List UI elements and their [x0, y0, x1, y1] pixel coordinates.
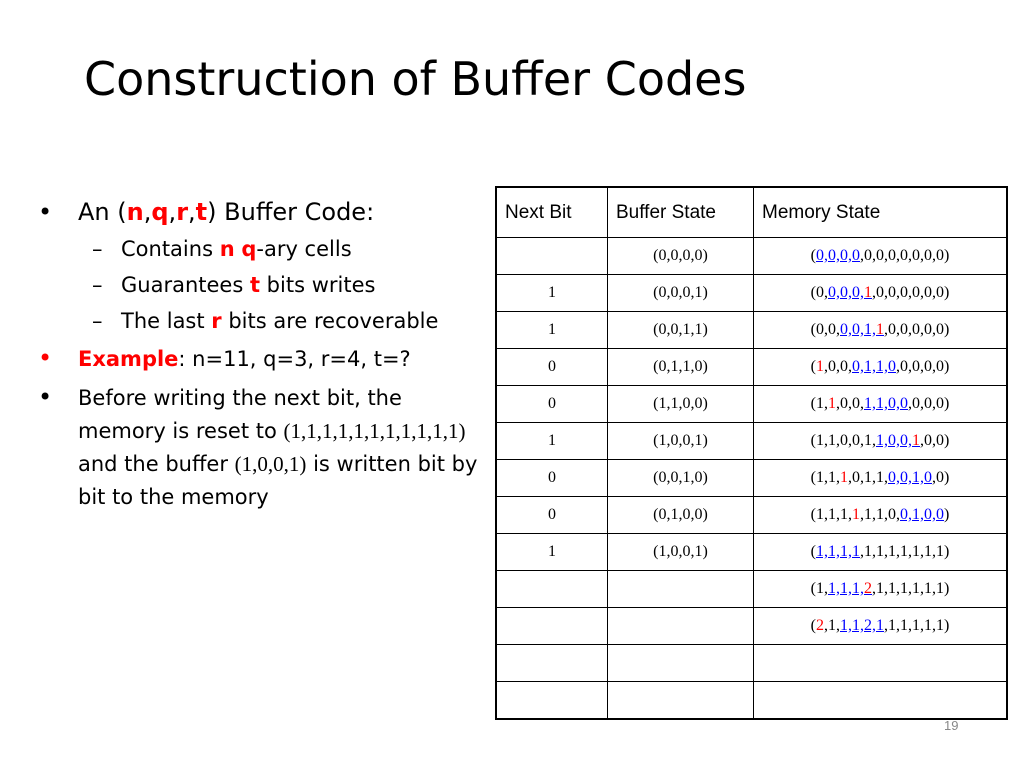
- memory-segment: (0,0,: [810, 321, 840, 338]
- memory-segment: (1,1,1,: [810, 506, 852, 523]
- cell-next-bit: [496, 608, 608, 645]
- memory-segment: 2: [816, 617, 824, 634]
- memory-segment: (: [810, 543, 816, 560]
- memory-segment: 1,1,1,1: [816, 543, 860, 560]
- cell-memory-state: [754, 460, 1008, 497]
- cell-buffer-state: (0,1,1,0): [608, 349, 754, 386]
- cell-buffer-state: [608, 682, 754, 720]
- cell-memory-state: [754, 534, 1008, 571]
- slide-title: Construction of Buffer Codes: [84, 52, 747, 106]
- memory-segment: (1,1,: [810, 469, 840, 486]
- memory-segment: ,1,1,1,1,1,1,1): [860, 543, 950, 560]
- bullet-example: • Example: n=11, q=3, r=4, t=?: [38, 344, 411, 372]
- cell-buffer-state: (1,0,0,1): [608, 423, 754, 460]
- memory-segment: 1: [876, 321, 884, 338]
- bullet-list: [28, 196, 478, 519]
- header-next-bit: Next Bit: [496, 187, 608, 238]
- memory-segment: 1: [840, 469, 848, 486]
- cell-next-bit: [496, 682, 608, 720]
- memory-segment: 0,0,1,: [840, 321, 876, 338]
- memory-segment: ,0,0,0,0,0): [884, 321, 950, 338]
- cell-memory-state: [754, 349, 1008, 386]
- cell-next-bit: 1: [496, 534, 608, 571]
- cell-memory-state: [754, 423, 1008, 460]
- bullet-dot: •: [38, 383, 53, 411]
- cell-memory-state: [754, 571, 1008, 608]
- cell-buffer-state: (0,0,0,0): [608, 238, 754, 275]
- memory-segment: ,0,0,0,0,0,0,0): [860, 247, 950, 264]
- cell-buffer-state: (0,1,0,0): [608, 497, 754, 534]
- memory-segment: (: [810, 358, 816, 375]
- memory-segment: (: [810, 247, 816, 264]
- memory-segment: 1,1,2,1: [840, 617, 884, 634]
- sub-bullet-recoverable: – The last r bits are recoverable: [92, 309, 439, 333]
- memory-segment: 1,1,1,: [828, 580, 864, 597]
- cell-memory-state: [754, 275, 1008, 312]
- bullet-dot: •: [38, 198, 53, 226]
- buffer-code-table: [495, 186, 1008, 720]
- cell-buffer-state: (0,0,0,1): [608, 275, 754, 312]
- memory-segment: ,0,0,: [836, 395, 864, 412]
- bullet-before-writing: • Before writing the next bit, the memory is reset to (1,1,1,1,1,1,1,1,1,1,1) and the buffer (1,0,0,1) is written bit by bit to the memory: [38, 383, 478, 509]
- memory-segment: ,0,0,0,0,0,0): [872, 284, 950, 301]
- cell-next-bit: [496, 238, 608, 275]
- memory-segment: ,0): [932, 469, 950, 486]
- cell-buffer-state: [608, 608, 754, 645]
- cell-next-bit: 0: [496, 497, 608, 534]
- memory-segment: 1: [852, 506, 860, 523]
- table-row: [496, 423, 1007, 460]
- memory-segment: ): [944, 506, 950, 523]
- table-row: [496, 312, 1007, 349]
- table-row: [496, 349, 1007, 386]
- cell-buffer-state: (0,0,1,1): [608, 312, 754, 349]
- memory-segment: 1: [912, 432, 920, 449]
- memory-segment: ,1,: [824, 617, 840, 634]
- bullet-buffer-code: • An (n,q,r,t) Buffer Code:: [38, 198, 375, 226]
- cell-memory-state: [754, 497, 1008, 534]
- memory-segment: (: [810, 617, 816, 634]
- page-number: 19: [944, 718, 959, 733]
- memory-segment: 1,1,0,0: [864, 395, 908, 412]
- cell-next-bit: 1: [496, 423, 608, 460]
- memory-segment: (1,: [810, 395, 828, 412]
- table-row: [496, 386, 1007, 423]
- memory-segment: ,0,1,1,: [848, 469, 888, 486]
- cell-buffer-state: (1,0,0,1): [608, 534, 754, 571]
- header-buffer-state: Buffer State: [608, 187, 754, 238]
- table-row: [496, 534, 1007, 571]
- cell-buffer-state: [608, 645, 754, 682]
- memory-segment: ,0,0,0): [908, 395, 950, 412]
- table-row: [496, 497, 1007, 534]
- memory-segment: 1: [828, 395, 836, 412]
- memory-segment: (1,1,0,0,1,: [810, 432, 876, 449]
- memory-segment: 1,0,0,: [876, 432, 912, 449]
- memory-segment: ,1,1,1,1,1,1): [872, 580, 950, 597]
- memory-segment: ,0,0,: [824, 358, 852, 375]
- memory-segment: ,0,0,0,0): [896, 358, 950, 375]
- cell-memory-state: [754, 238, 1008, 275]
- cell-buffer-state: [608, 571, 754, 608]
- sub-bullet-cells: – Contains n q-ary cells: [92, 237, 352, 261]
- table-row: [496, 571, 1007, 608]
- cell-memory-state: [754, 312, 1008, 349]
- cell-next-bit: 1: [496, 312, 608, 349]
- table-row: [496, 682, 1007, 720]
- memory-segment: 1: [864, 284, 872, 301]
- memory-segment: (0,: [810, 284, 828, 301]
- memory-segment: 0,1,0,0: [900, 506, 944, 523]
- table-row: [496, 238, 1007, 275]
- cell-next-bit: 0: [496, 386, 608, 423]
- table-row: [496, 460, 1007, 497]
- header-memory-state: Memory State: [754, 187, 1008, 238]
- table-row: [496, 645, 1007, 682]
- memory-segment: 0,0,0,0: [816, 247, 860, 264]
- memory-segment: (1,: [810, 580, 828, 597]
- memory-segment: 1: [816, 358, 824, 375]
- cell-memory-state: [754, 386, 1008, 423]
- memory-segment: 2: [864, 580, 872, 597]
- memory-segment: ,0,0): [920, 432, 950, 449]
- cell-memory-state: [754, 608, 1008, 645]
- cell-next-bit: 0: [496, 349, 608, 386]
- cell-memory-state: [754, 682, 1008, 720]
- cell-next-bit: [496, 571, 608, 608]
- cell-next-bit: 0: [496, 460, 608, 497]
- table-row: [496, 275, 1007, 312]
- memory-segment: ,1,1,0,: [860, 506, 900, 523]
- cell-buffer-state: (1,1,0,0): [608, 386, 754, 423]
- bullet-dot: •: [38, 344, 53, 372]
- memory-segment: 0,1,1,0: [852, 358, 896, 375]
- cell-buffer-state: (0,0,1,0): [608, 460, 754, 497]
- table-row: [496, 608, 1007, 645]
- table-header-row: [496, 187, 1007, 238]
- sub-bullet-writes: – Guarantees t bits writes: [92, 273, 376, 297]
- memory-segment: ,1,1,1,1,1): [884, 617, 950, 634]
- memory-segment: 0,0,0,: [828, 284, 864, 301]
- cell-next-bit: 1: [496, 275, 608, 312]
- memory-segment: 0,0,1,0: [888, 469, 932, 486]
- cell-memory-state: [754, 645, 1008, 682]
- cell-next-bit: [496, 645, 608, 682]
